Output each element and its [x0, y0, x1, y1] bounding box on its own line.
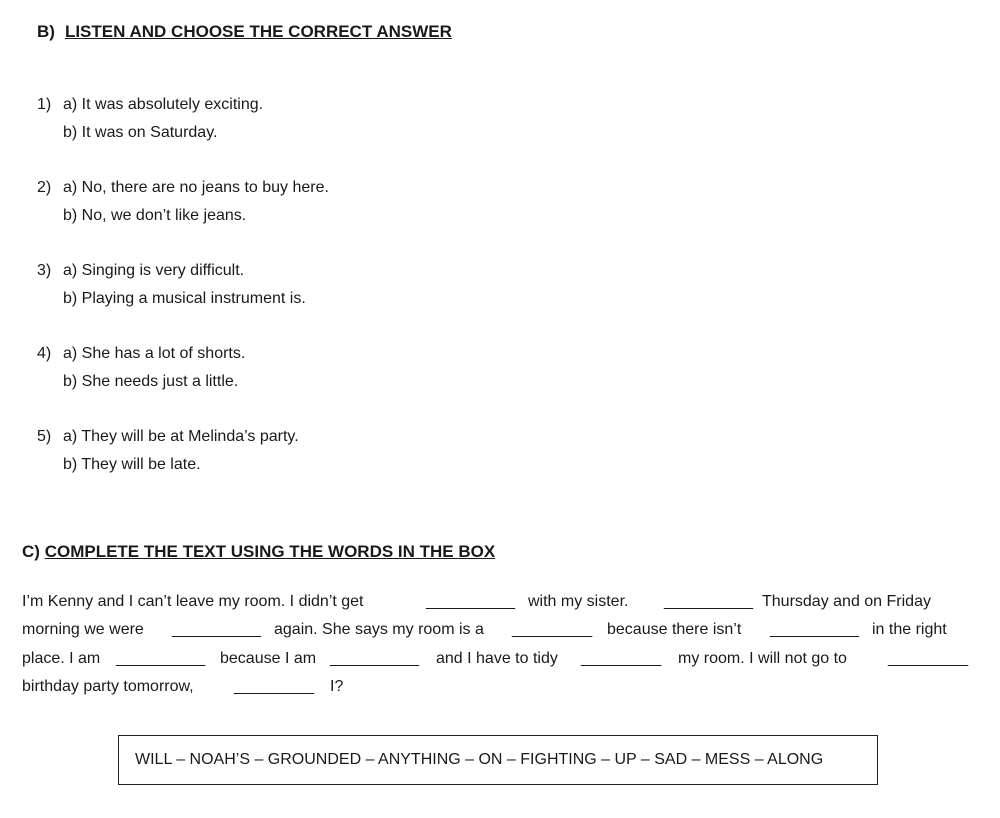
text-segment: morning we were	[22, 621, 144, 638]
option-b: b) She needs just a little.	[63, 373, 239, 390]
text-segment: again. She says my room is a	[274, 621, 484, 638]
section-c-heading	[22, 542, 495, 562]
section-c-title: COMPLETE THE TEXT USING THE WORDS IN THE BOX	[44, 542, 496, 561]
option-a: a) Singing is very difficult.	[63, 262, 245, 279]
blank: __________	[664, 593, 753, 610]
section-b-label: B)	[37, 22, 55, 41]
option-b: b) No, we don’t like jeans.	[63, 207, 247, 224]
section-b-heading	[37, 22, 452, 42]
text-segment: I’m Kenny and I can’t leave my room. I didn’t get	[22, 593, 364, 610]
option-a: a) They will be at Melinda’s party.	[63, 428, 299, 445]
question-number: 1)	[37, 96, 52, 113]
text-segment: place. I am	[22, 650, 101, 667]
word-box	[118, 735, 878, 785]
text-segment: with my sister.	[528, 593, 629, 610]
word-box-text: WILL – NOAH’S – GROUNDED – ANYTHING – ON – FIGHTING – UP – SAD – MESS – ALONG	[135, 751, 824, 768]
blank: _________	[234, 678, 315, 695]
text-segment: I?	[330, 678, 344, 695]
text-segment: my room. I will not go to	[678, 650, 847, 667]
question-number: 4)	[37, 345, 52, 362]
option-a: a) It was absolutely exciting.	[63, 96, 264, 113]
text-segment: Thursday and on Friday	[762, 593, 931, 610]
section-b-title: LISTEN AND CHOOSE THE CORRECT ANSWER	[64, 22, 452, 41]
text-segment: in the right	[872, 621, 947, 638]
option-b: b) They will be late.	[63, 456, 201, 473]
option-b: b) Playing a musical instrument is.	[63, 290, 306, 307]
blank: __________	[172, 621, 261, 638]
text-segment: because there isn’t	[607, 621, 742, 638]
blank: __________	[116, 650, 205, 667]
blank: _________	[512, 621, 593, 638]
text-segment: and I have to tidy	[436, 650, 558, 667]
blank: __________	[330, 650, 419, 667]
blank: _________	[581, 650, 662, 667]
option-a: a) She has a lot of shorts.	[63, 345, 246, 362]
question-number: 5)	[37, 428, 52, 445]
blank: __________	[770, 621, 859, 638]
question-number: 3)	[37, 262, 52, 279]
blank: _________	[888, 650, 969, 667]
text-segment: because I am	[220, 650, 317, 667]
section-c-label: C)	[22, 542, 40, 561]
option-b: b) It was on Saturday.	[63, 124, 218, 141]
text-segment: birthday party tomorrow,	[22, 678, 194, 695]
option-a: a) No, there are no jeans to buy here.	[63, 179, 329, 196]
blank: __________	[426, 593, 515, 610]
question-number: 2)	[37, 179, 52, 196]
